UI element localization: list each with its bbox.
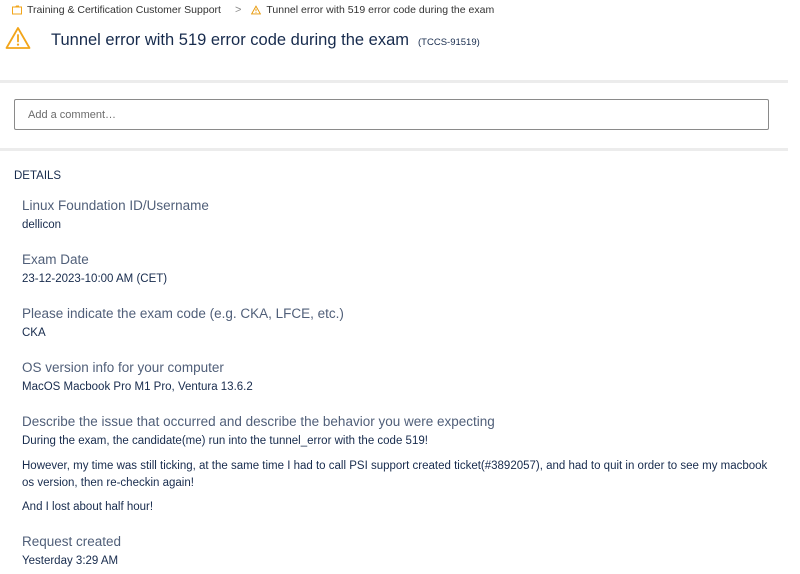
- issue-description-paragraph: However, my time was still ticking, at the same time I had to call PSI support created ticket(#3892057), and had to quit in order to see my macbook os version, then re-checkin again!: [22, 460, 768, 489]
- field-label-issue-description: Describe the issue that occurred and describe the behavior you were expecting: [22, 414, 495, 429]
- folder-icon: [12, 5, 22, 15]
- field-label-request-created: Request created: [22, 534, 122, 549]
- field-label-username: Linux Foundation ID/Username: [22, 198, 209, 213]
- field-value-exam-date: 23-12-2023-10:00 AM (CET): [22, 273, 168, 285]
- page-title: Tunnel error with 519 error code during the exam: [51, 31, 409, 49]
- field-label-os-version: OS version info for your computer: [22, 360, 224, 375]
- issue-description-paragraph: And I lost about half hour!: [22, 501, 154, 513]
- divider: [0, 80, 788, 83]
- field-label-exam-code: Please indicate the exam code (e.g. CKA, LFCE, etc.): [22, 306, 344, 321]
- comment-input[interactable]: Add a comment…: [14, 99, 769, 130]
- details-heading: DETAILS: [14, 170, 62, 182]
- warning-icon: [5, 26, 31, 50]
- issue-key: (TCCS-91519): [418, 37, 480, 48]
- divider: [0, 148, 788, 151]
- field-label-exam-date: Exam Date: [22, 252, 89, 267]
- breadcrumb-project-link[interactable]: [12, 4, 221, 16]
- breadcrumb-project-label: Training & Certification Customer Support: [27, 4, 221, 16]
- breadcrumb-issue-label: Tunnel error with 519 error code during the exam: [266, 4, 495, 16]
- field-value-exam-code: CKA: [22, 327, 46, 339]
- issue-description-paragraph: During the exam, the candidate(me) run into the tunnel_error with the code 519!: [22, 435, 428, 447]
- field-value-os-version: MacOS Macbook Pro M1 Pro, Ventura 13.6.2: [22, 381, 253, 393]
- breadcrumb-separator: >: [234, 4, 242, 16]
- field-value-username: dellicon: [22, 219, 61, 231]
- field-value-request-created: Yesterday 3:29 AM: [22, 555, 119, 567]
- breadcrumb-issue-link[interactable]: [251, 4, 494, 16]
- warning-icon: [251, 5, 261, 15]
- issue-header: [0, 22, 800, 62]
- breadcrumb: [12, 3, 494, 17]
